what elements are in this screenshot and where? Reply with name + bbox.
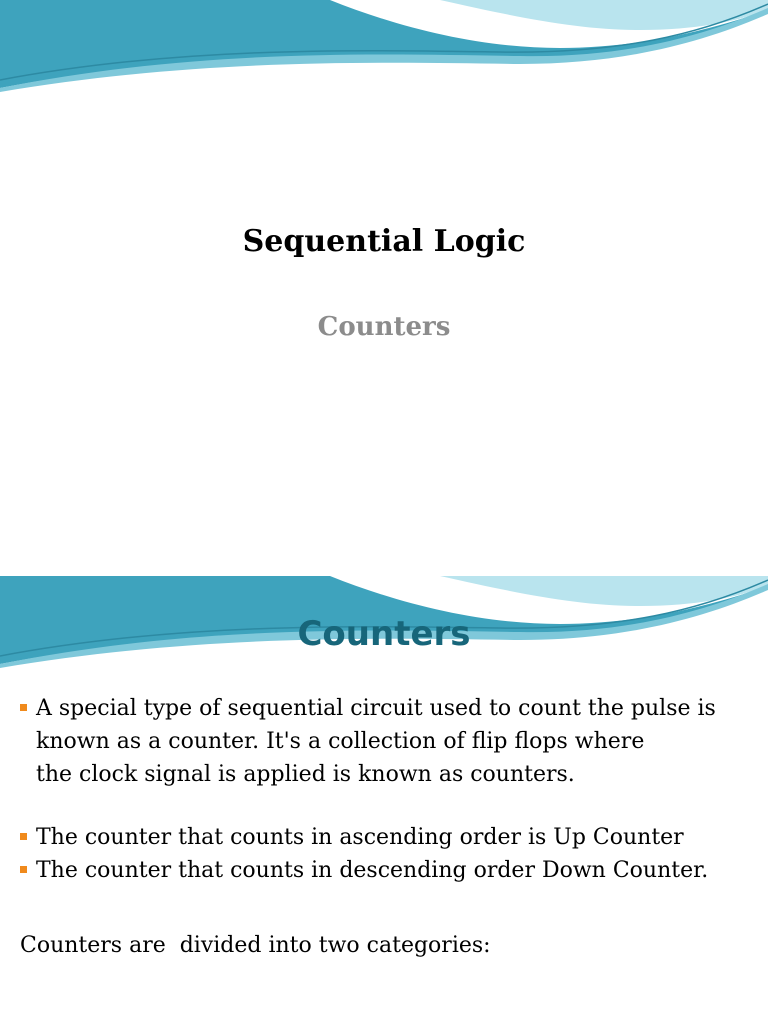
paragraph-spacer [20,887,760,929]
bullet-item [20,854,760,887]
bullet-line: the clock signal is applied is known as counters. [36,762,575,787]
bullet-line: The counter that counts in descending order Down Counter. [36,858,709,883]
header-wave-decoration [0,0,768,100]
bullet-line: The counter that counts in ascending order is Up Counter [36,825,684,850]
slide-body [20,692,760,962]
bullet-item [20,692,760,791]
slide-title: Sequential Logic [242,224,526,259]
bullet-marker-icon [20,833,27,840]
content-slide [0,576,768,1024]
bullet-line: known as a counter. It's a collection of flip flops where [36,729,645,754]
slide-heading: Counters [297,614,471,654]
bullet-line: A special type of sequential circuit used to count the pulse is [36,696,716,721]
closing-paragraph: Counters are divided into two categories: [20,933,491,958]
paragraph-spacer [20,791,760,821]
slide-subtitle: Counters [317,312,451,342]
bullet-marker-icon [20,866,27,873]
bullet-item [20,821,760,854]
bullet-marker-icon [20,704,27,711]
